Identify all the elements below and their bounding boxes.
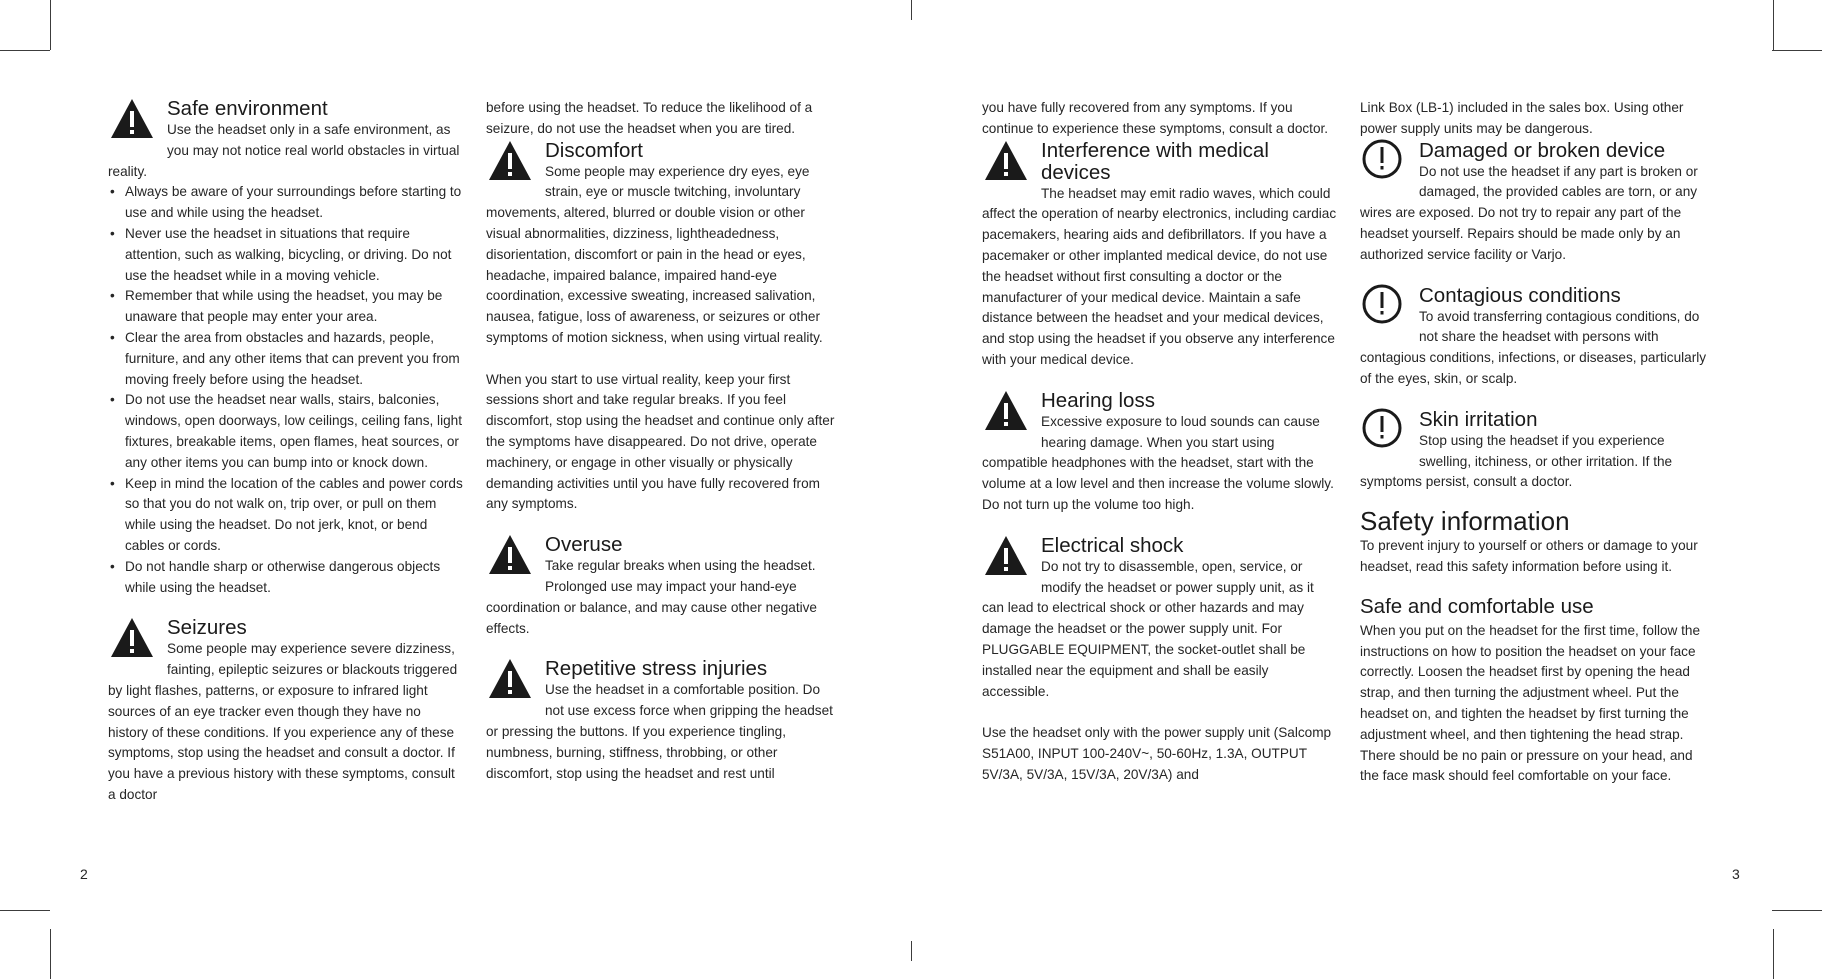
page-number-right: 3 (1732, 866, 1740, 882)
section-body: To avoid transferring contagious conditions, do not share the headset with persons with contagious conditions, infections, or diseases, particularly of the eyes, skin, or scalp. (1360, 308, 1707, 386)
warning-triangle-icon (982, 532, 1030, 580)
section-title: Hearing loss (1041, 388, 1155, 412)
section-body: Use the headset in a comfortable position. Do not use excess force when gripping the headset or pressing the buttons. If you experience tingling, numbness, burning, stiffness, throbbing, or other discomfort, stop using the headset and rest until (486, 682, 833, 781)
warning-triangle-icon (486, 655, 534, 703)
section-body: When you put on the headset for the first time, follow the instructions on how to position the headset on your face correctly. Loosen the headset first by opening the head strap, and then turning the adjustment wheel. Put the headset on, and tighten the headset by first turning the adjustment wheel, and then tightening the head strap. There should be no pain or pressure on your head, and the face mask should feel comfortable on your face. (1360, 622, 1701, 784)
column-4 (1360, 98, 1715, 806)
section-body: Some people may experience severe dizziness, fainting, epileptic seizures or blackouts triggered by light flashes, patterns, or exposure to infrared light sources of an eye tracker even though they have no history of these conditions. If you experience any of these symptoms, stop using the headset and consult a doctor. If you have a previous history with these symptoms, consult a doctor (108, 641, 458, 802)
section-safety-information (1360, 506, 1715, 578)
section-body: Do not try to disassemble, open, service, or modify the headset or power supply unit, as it can lead to electrical shock or other hazards and may damage the headset or the power supply unit. For PLUGGABLE EQUIPMENT, the socket-outlet shall be installed near the equipment and shall be easily accessible. (982, 558, 1314, 699)
crop-mark (1772, 50, 1822, 51)
section-body: When you start to use virtual reality, keep your first sessions short and take regular breaks. If you feel discomfort, stop using the headset and continue only after the symptoms have disappeared. Do not drive, operate machinery, or engage in other visually or physically demanding activities until you have fully recovered from any symptoms. (486, 371, 835, 512)
section-title: Overuse (545, 533, 623, 557)
section-safe-environment (108, 98, 463, 598)
section-title: Repetitive stress injuries (545, 657, 768, 681)
crop-mark (1773, 929, 1774, 979)
bullet-list (108, 182, 463, 598)
column-1 (108, 98, 463, 825)
section-title: Skin irritation (1419, 407, 1538, 431)
section-body: To prevent injury to yourself or others or damage to your headset, read this safety information before using it. (1360, 538, 1698, 574)
section-body: Excessive exposure to loud sounds can cause hearing damage. When you start using compatible headphones with the headset, start with the volume at a low level and then increase the volume slowly. Do not turn up the volume too high. (982, 413, 1334, 512)
section-interference (982, 140, 1337, 371)
caution-circle-icon (1360, 137, 1408, 185)
warning-triangle-icon (486, 531, 534, 579)
list-item: • Do not handle sharp or otherwise dangerous objects while using the headset. (108, 557, 463, 599)
caution-circle-icon (1360, 406, 1408, 454)
section-body: Do not use the headset if any part is broken or damaged, the provided cables are torn, or any wires are exposed. Do not try to repair any part of the headset yourself. Repairs should be made only by an authorized service facility or Varjo. (1360, 163, 1698, 262)
section-title: Interference with medical devices (1041, 138, 1269, 184)
section-body: Some people may experience dry eyes, eye strain, eye or muscle twitching, involuntary movements, altered, blurred or double vision or other visual abnormalities, dizziness, lightheadedness, disorientation, discomfort or pain in the head or eyes, headache, impaired balance, impaired hand-eye coordination, excessive sweating, increased salivation, nausea, fatigue, loss of awareness, or seizures or other symptoms of motion sickness, when using virtual reality. (486, 163, 823, 345)
list-item: • Always be aware of your surroundings before starting to use and while using the headset. (108, 182, 463, 224)
section-damaged-device (1360, 140, 1715, 266)
list-item: • Never use the headset in situations that require attention, such as walking, bicycling, or driving. Do not use the headset while in a moving vehicle. (108, 224, 463, 286)
section-intro: Use the headset only in a safe environment, as you may not notice real world obstacles in virtual reality. (108, 122, 460, 179)
crop-mark (0, 50, 50, 51)
section-skin-irritation (1360, 409, 1715, 493)
warning-triangle-icon (486, 137, 534, 185)
crop-mark (0, 910, 50, 911)
section-title: Seizures (167, 616, 247, 640)
crop-mark (1773, 0, 1774, 50)
continued-text: Link Box (LB-1) included in the sales box. Using other power supply units may be dangerous. (1360, 100, 1684, 136)
section-electrical-shock (982, 535, 1337, 786)
section-body: Take regular breaks when using the headset. Prolonged use may impact your hand-eye coordination or balance, and may cause other negative effects. (486, 558, 817, 636)
section-title: Electrical shock (1041, 533, 1184, 557)
section-body: Use the headset only with the power supply unit (Salcomp S51A00, INPUT 100-240V~, 50-60Hz, 1.3A, OUTPUT 5V/3A, 5V/3A, 15V/3A, 20V/3A) and (982, 725, 1332, 782)
column-3 (982, 98, 1337, 805)
crop-mark (50, 0, 51, 50)
section-body: Stop using the headset if you experience swelling, itchiness, or other irritation. If the symptoms persist, consult a doctor. (1360, 432, 1673, 490)
warning-triangle-icon (982, 137, 1030, 185)
section-safe-comfortable-use (1360, 595, 1715, 787)
warning-triangle-icon (982, 387, 1030, 435)
section-title: Damaged or broken device (1419, 138, 1666, 162)
list-item: • Clear the area from obstacles and hazards, people, furniture, and any other items that can prevent you from moving freely before using the headset. (108, 328, 463, 390)
continued-text: before using the headset. To reduce the likelihood of a seizure, do not use the headset when you are tired. (486, 100, 813, 136)
section-overuse (486, 534, 841, 639)
section-contagious (1360, 285, 1715, 390)
section-title: Discomfort (545, 138, 643, 162)
section-body: The headset may emit radio waves, which could affect the operation of nearby electronics, including cardiac pacemakers, hearing aids and defibrillators. If you have a pacemaker or other implanted medical device, do not use the headset without first consulting a doctor or the manufacturer of your medical device. Maintain a safe distance between the headset and your medical devices, and stop using the headset if you observe any interference with your medical device. (982, 185, 1337, 367)
crop-mark (911, 0, 912, 20)
continued-text: you have fully recovered from any symptoms. If you continue to experience these symptoms, consult a doctor. (982, 100, 1329, 136)
list-item: • Do not use the headset near walls, stairs, balconies, windows, open doorways, low ceilings, ceiling fans, light fixtures, breakable items, open flames, heat sources, or any other items you can bump into or knock down. (108, 390, 463, 473)
section-discomfort (486, 140, 841, 516)
crop-mark (50, 929, 51, 979)
crop-mark (911, 941, 912, 961)
section-hearing-loss (982, 390, 1337, 516)
page-number-left: 2 (80, 866, 88, 882)
caution-circle-icon (1360, 282, 1408, 330)
list-item: • Remember that while using the headset, you may be unaware that people may enter your area. (108, 286, 463, 328)
heading-safe-comfortable-use: Safe and comfortable use (1360, 594, 1594, 618)
heading-safety-information: Safety information (1360, 506, 1570, 537)
section-title: Contagious conditions (1419, 283, 1621, 307)
list-item: • Keep in mind the location of the cables and power cords so that you do not walk on, trip over, or pull on them while using the headset. Do not jerk, knot, or bend cables or cords. (108, 474, 463, 557)
warning-triangle-icon (108, 95, 156, 143)
crop-mark (1772, 910, 1822, 911)
warning-triangle-icon (108, 614, 156, 662)
section-seizures (108, 617, 463, 805)
column-2 (486, 98, 841, 803)
section-title: Safe environment (167, 97, 328, 120)
section-repetitive-stress (486, 658, 841, 784)
